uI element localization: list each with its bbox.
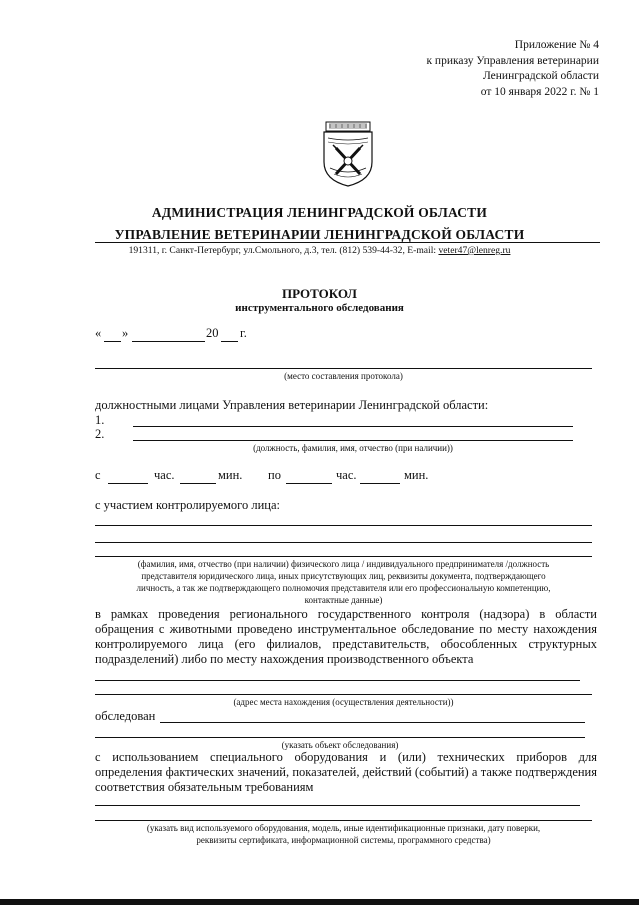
officials-intro: должностными лицами Управления ветеринарии Ленинградской области: xyxy=(95,398,489,412)
examined-object-caption: (указать объект обследования) xyxy=(281,740,399,750)
time-from-hours-field[interactable] xyxy=(108,483,148,484)
caption-line: представителя юридического лица, иных присутствующих лиц, реквизиты документа, подтверждающего xyxy=(141,571,546,581)
official-2-field[interactable] xyxy=(133,440,573,441)
date-year-prefix: 20 xyxy=(206,326,219,340)
time-hours-label: час. xyxy=(336,468,357,482)
date-month-field[interactable] xyxy=(132,341,205,342)
date-day-field[interactable] xyxy=(104,341,121,342)
participant-field-2[interactable] xyxy=(95,542,592,543)
appendix-line: к приказу Управления ветеринарии xyxy=(426,54,599,67)
examined-object-field[interactable] xyxy=(160,722,585,723)
appendix-line: Ленинградской области xyxy=(482,70,599,82)
address-text: 191311, г. Санкт-Петербург, ул.Смольного, д.3, тел. (812) 539-44-32, E-mail: xyxy=(128,245,437,256)
header-divider xyxy=(95,242,600,243)
equipment-field-1[interactable] xyxy=(95,805,580,806)
examined-label: обследован xyxy=(95,709,156,723)
place-field[interactable] xyxy=(95,368,592,369)
scan-bottom-edge xyxy=(0,899,639,905)
protocol-title: ПРОТОКОЛ xyxy=(282,286,357,301)
protocol-subtitle: инструментального обследования xyxy=(235,302,404,314)
official-1-field[interactable] xyxy=(133,426,573,427)
framework-paragraph: в рамках проведения регионального государственного контроля (надзора) в области обращения с животными проведено инструментальное обследование по месту нахождения контролируемого лица (его филиалов, представительств, обособленных структурных подразделений) либо по месту нахождения производственного объекта xyxy=(95,607,597,666)
officials-caption: (должность, фамилия, имя, отчество (при наличии)) xyxy=(253,443,453,453)
time-to-hours-field[interactable] xyxy=(286,483,332,484)
time-hours-label: час. xyxy=(154,468,175,482)
email-link[interactable]: veter47@lenreg.ru xyxy=(438,245,511,256)
participation-label: с участием контролируемого лица: xyxy=(95,498,281,512)
time-from-label: с xyxy=(95,468,101,482)
object-address-field-1[interactable] xyxy=(95,680,580,681)
department-address xyxy=(0,245,639,256)
caption-line: (фамилия, имя, отчество (при наличии) физического лица / индивидуального предпринимателя /должность xyxy=(137,559,550,569)
time-to-label: по xyxy=(268,468,281,482)
caption-line: реквизиты сертификата, информационной системы, программного средства) xyxy=(196,835,491,845)
participant-caption xyxy=(95,558,592,606)
equipment-caption xyxy=(95,822,592,846)
caption-line: (указать вид используемого оборудования, модель, иные идентификационные признаки, дату поверки, xyxy=(146,823,541,833)
official-number-2: 2. xyxy=(95,427,105,441)
participant-field-3[interactable] xyxy=(95,556,592,557)
appendix-line: Приложение № 4 xyxy=(514,39,599,51)
caption-line: личность, а так же подтверждающего полномочия представителя или его профессиональную компетенцию, xyxy=(136,583,551,593)
equipment-field-2[interactable] xyxy=(95,820,592,821)
appendix-note xyxy=(426,38,599,100)
date-open-quote: « xyxy=(95,326,102,340)
object-address-field-2[interactable] xyxy=(95,694,592,695)
place-caption: (место составления протокола) xyxy=(284,371,403,381)
appendix-line: от 10 января 2022 г. № 1 xyxy=(480,85,599,98)
participant-field-1[interactable] xyxy=(95,525,592,526)
leningrad-oblast-coat-of-arms-icon xyxy=(320,118,376,188)
examined-object-field-2[interactable] xyxy=(95,737,585,738)
administration-title: АДМИНИСТРАЦИЯ ЛЕНИНГРАДСКОЙ ОБЛАСТИ xyxy=(151,205,488,220)
time-from-minutes-field[interactable] xyxy=(180,483,216,484)
time-minutes-label: мин. xyxy=(404,468,429,482)
object-address-caption: (адрес места нахождения (осуществления деятельности)) xyxy=(233,697,454,707)
department-title: УПРАВЛЕНИЕ ВЕТЕРИНАРИИ ЛЕНИНГРАДСКОЙ ОБЛАСТИ xyxy=(114,227,525,242)
time-to-minutes-field[interactable] xyxy=(360,483,400,484)
date-year-field[interactable] xyxy=(221,341,238,342)
official-number-1: 1. xyxy=(95,413,105,427)
date-close-quote: » xyxy=(122,326,129,340)
date-suffix: г. xyxy=(240,326,247,340)
equipment-paragraph: с использованием специального оборудования и (или) технических приборов для определения фактических значений, показателей, действий (событий) а также подтверждения соответствия обязательным требованиям xyxy=(95,750,597,794)
caption-line: контактные данные) xyxy=(304,595,383,605)
time-minutes-label: мин. xyxy=(218,468,243,482)
